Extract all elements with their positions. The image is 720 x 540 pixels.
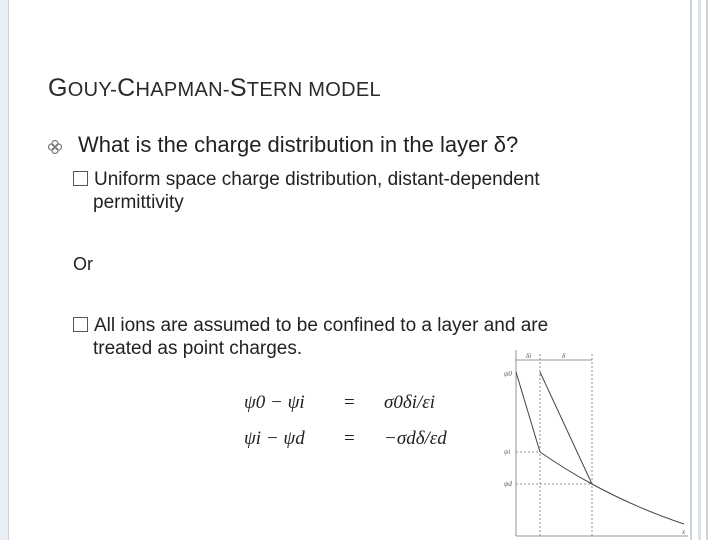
label-psi0: ψ0 (504, 370, 512, 378)
label-delta-i: δi (526, 352, 532, 360)
eq1-lhs: ψ0 − ψi (244, 392, 305, 413)
label-delta: δ (562, 352, 566, 360)
sub-bullet-point-charges: All ions are assumed to be confined to a layer and are treated as point charges. (73, 314, 548, 360)
eq2-lhs: ψi − ψd (244, 428, 305, 449)
checkbox-bullet-icon (73, 171, 88, 186)
or-text: Or (73, 254, 93, 274)
flower-bullet-icon (48, 140, 62, 154)
eq2-equals: = (344, 428, 355, 449)
diffuse-decay-curve (540, 452, 684, 524)
slide-title: GOUY-CHAPMAN-STERN MODEL (48, 74, 381, 102)
eq1-equals: = (344, 392, 355, 413)
bullet-item (48, 132, 518, 158)
inner-layer-line (516, 372, 540, 452)
equations (240, 384, 480, 456)
label-psi-d: ψd (504, 480, 512, 488)
label-psi-i: ψi (504, 448, 511, 456)
checkbox-bullet-icon (73, 317, 88, 332)
sub-bullet-uniform: Uniform space charge distribution, distant-dependent permittivity (73, 168, 540, 214)
outer-layer-line (540, 372, 592, 484)
potential-profile-figure (496, 346, 694, 540)
bullet-text: What is the charge distribution in the layer δ? (78, 132, 519, 157)
eq2-rhs: −σdδ/εd (384, 428, 447, 449)
label-x: x (682, 528, 686, 536)
slide-left-border (0, 0, 9, 540)
eq1-rhs: σ0δi/εi (384, 392, 436, 413)
slide-right-border (690, 0, 720, 540)
